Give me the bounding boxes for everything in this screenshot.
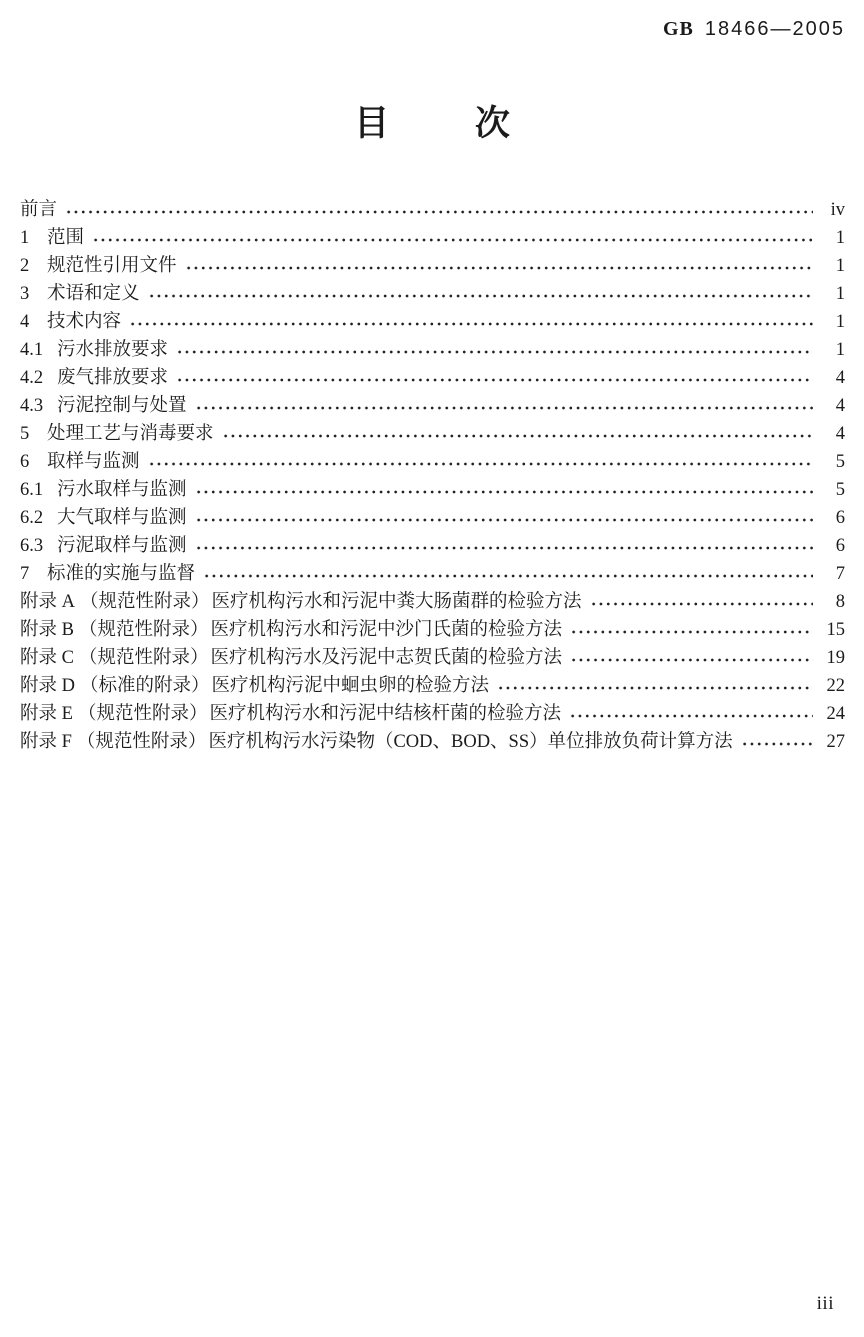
toc-entry-row [20,280,845,308]
annex-label: 附录 F [20,732,72,752]
toc-annex-row [20,700,845,728]
page-number: 22 [826,676,845,696]
toc-entry-row [20,476,845,504]
section-number: 6.1 [20,480,44,500]
page-number: 24 [826,704,845,724]
annex-head [20,644,208,672]
annex-head [20,700,207,728]
annex-head [20,728,206,756]
page-number: 4 [835,396,845,416]
section-number: 6 [20,452,30,472]
section-number: 1 [20,228,30,248]
page-number: 6 [835,536,845,556]
section-title: 规范性引用文件 [47,256,177,276]
page-number: 1 [835,256,845,276]
section-title: 处理工艺与消毒要求 [47,424,214,444]
toc-entry-row [20,308,845,336]
dot-leader [176,343,813,361]
page-number: 4 [835,424,845,444]
toc-annex-row [20,672,845,700]
page-number: 1 [835,312,845,332]
dot-leader [195,399,813,417]
standard-code [663,18,845,40]
section-number: 3 [20,284,30,304]
toc-annex-row [20,644,845,672]
toc-entry-row [20,560,845,588]
annex-label: 附录 E [20,704,73,724]
section-title: 污水排放要求 [57,340,169,360]
standard-label: GB [662,18,694,40]
section-number: 2 [20,256,30,276]
dot-leader [195,511,813,529]
dot-leader [570,651,813,669]
toc-entry-row [20,364,845,392]
toc-entry-row [20,224,845,252]
annex-label: 附录 B [20,620,74,640]
dot-leader [590,595,813,613]
dot-leader [148,287,813,305]
dot-leader [741,735,813,753]
page-number: 1 [835,228,845,248]
annex-type: （规范性附录） [77,704,208,724]
dot-leader [148,455,813,473]
toc-entry-row [20,448,845,476]
annex-label: 附录 A [20,592,75,612]
toc-entry-row [20,392,845,420]
toc-annex-row [20,616,845,644]
dot-leader [185,259,813,277]
dot-leader [92,231,813,249]
page-number: 5 [835,480,845,500]
page-number: 19 [826,648,845,668]
annex-type: （规范性附录） [78,648,209,668]
section-number: 6.2 [20,508,44,528]
page-number: 8 [835,592,845,612]
page-number: 15 [826,620,845,640]
toc-list [20,196,845,756]
annex-title: 医疗机构污泥中蛔虫卵的检验方法 [211,676,490,696]
annex-head [20,588,210,616]
dot-leader [497,679,813,697]
section-title: 污泥控制与处置 [57,396,187,416]
section-number: 6.3 [20,536,44,556]
annex-type: （标准的附录） [80,676,210,696]
page-number: 27 [826,732,845,752]
annex-type: （规范性附录） [76,732,207,752]
annex-title: 医疗机构污水和污泥中结核杆菌的检验方法 [209,704,561,724]
section-number: 5 [20,424,30,444]
page-number: 1 [835,340,845,360]
toc-entry-row [20,252,845,280]
section-number: 4.3 [20,396,44,416]
section-title: 标准的实施与监督 [47,564,196,584]
dot-leader [222,427,813,445]
section-title: 污水取样与监测 [57,480,187,500]
dot-leader [176,371,813,389]
toc-entry-row [20,336,845,364]
page-number: 4 [835,368,845,388]
annex-head [20,616,208,644]
toc-annex-row [20,728,845,756]
standard-number: 18466—2005 [704,18,845,40]
page-number: 7 [835,564,845,584]
dot-leader [203,567,813,585]
section-number: 4 [20,312,30,332]
annex-type: （规范性附录） [80,592,210,612]
annex-title: 医疗机构污水和污泥中粪大肠菌群的检验方法 [211,592,582,612]
page-title: 目次 [354,104,596,143]
toc-annex-row [20,588,845,616]
dot-leader [195,539,813,557]
annex-head [20,672,210,700]
dot-leader [65,203,813,221]
toc-entry-row [20,532,845,560]
section-title: 废气排放要求 [57,368,169,388]
toc-entry-row [20,420,845,448]
annex-type: （规范性附录） [78,620,209,640]
toc-entry-row [20,504,845,532]
annex-title: 医疗机构污水及污泥中志贺氏菌的检验方法 [210,648,562,668]
dot-leader [570,623,813,641]
section-title: 范围 [47,228,85,248]
section-title: 取样与监测 [47,452,140,472]
section-number: 4.2 [20,368,44,388]
page-number: 6 [835,508,845,528]
annex-title: 医疗机构污水污染物（COD、BOD、SS）单位排放负荷计算方法 [208,732,733,752]
annex-label: 附录 C [20,648,74,668]
section-title: 技术内容 [47,312,122,332]
section-number: 4.1 [20,340,44,360]
section-title: 污泥取样与监测 [57,536,187,556]
page-number: iv [830,200,845,220]
folio-page-number: iii [816,1293,834,1314]
section-title: 大气取样与监测 [57,508,187,528]
page-number: 1 [835,284,845,304]
page-number: 5 [835,452,845,472]
section-title: 前言 [20,200,58,220]
section-title: 术语和定义 [47,284,140,304]
dot-leader [129,315,813,333]
section-number: 7 [20,564,30,584]
annex-title: 医疗机构污水和污泥中沙门氏菌的检验方法 [210,620,562,640]
dot-leader [569,707,813,725]
dot-leader [195,483,813,501]
annex-label: 附录 D [20,676,75,696]
toc-entry-row [20,196,845,224]
